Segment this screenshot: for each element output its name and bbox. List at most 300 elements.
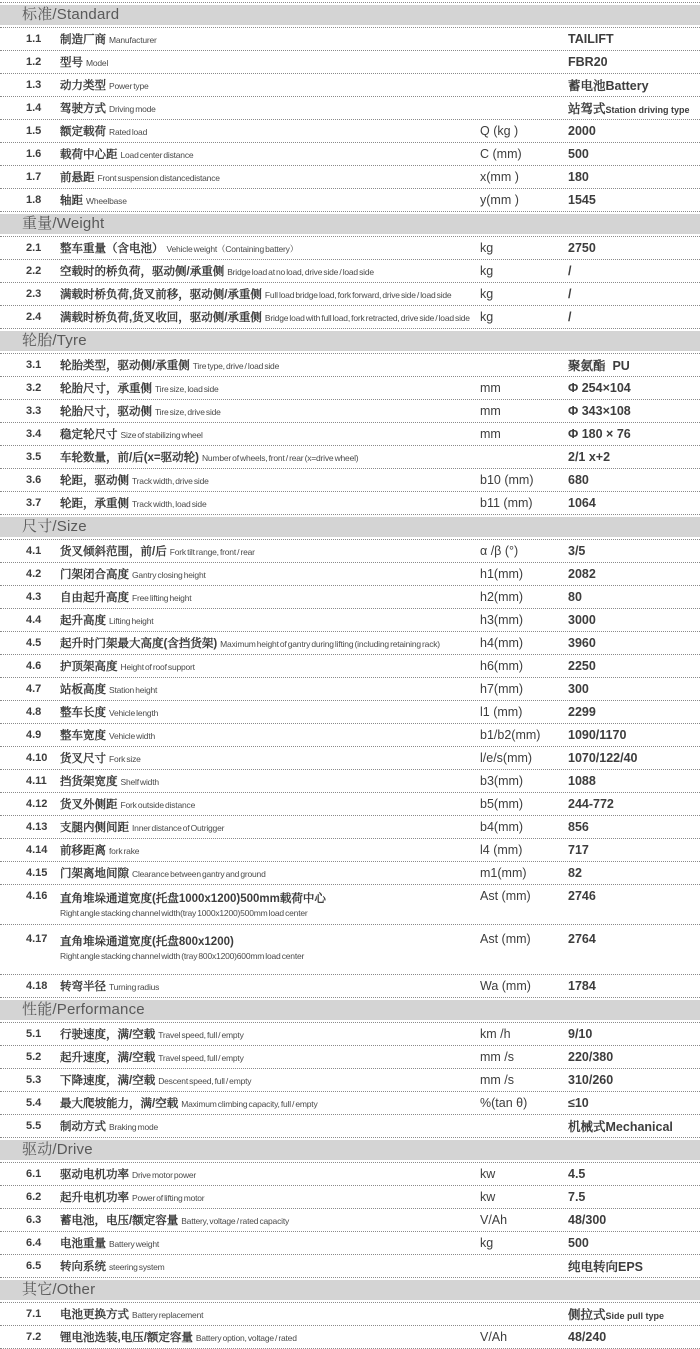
row-value xyxy=(568,1257,700,1275)
row-number: 1.8 xyxy=(26,194,42,206)
row-value-main: 2750 xyxy=(568,241,596,255)
row-label-cn: 轮胎类型，驱动侧/承重侧 xyxy=(60,360,190,372)
row-unit: C (mm) xyxy=(480,147,522,161)
spec-row xyxy=(0,74,700,97)
row-unit: %(tan θ) xyxy=(480,1096,528,1110)
row-unit: m1(mm) xyxy=(480,866,527,880)
row-label-en: Vehicle weight（Containing battery） xyxy=(166,244,299,254)
row-value xyxy=(568,99,700,117)
row-value-main: 80 xyxy=(568,590,582,604)
spec-row xyxy=(0,400,700,423)
row-number: 4.12 xyxy=(26,798,48,810)
row-label xyxy=(60,1048,480,1066)
row-label-cn: 轮胎尺寸，承重侧 xyxy=(60,383,152,395)
row-number: 3.1 xyxy=(26,359,42,371)
row-unit: Ast (mm) xyxy=(480,889,531,903)
spec-row xyxy=(0,377,700,400)
row-label xyxy=(60,53,480,71)
row-label-en: Battery, voltage / rated capacity xyxy=(181,1216,290,1226)
row-unit: V/Ah xyxy=(480,1213,508,1227)
row-label xyxy=(60,448,480,466)
row-number: 2.2 xyxy=(26,265,42,277)
row-value xyxy=(568,241,700,255)
row-value-main: 180 xyxy=(568,170,589,184)
row-unit: h3(mm) xyxy=(480,613,524,627)
row-unit: mm xyxy=(480,381,501,395)
section-header-wrap-weight xyxy=(0,212,700,237)
row-label xyxy=(60,841,480,859)
row-unit: kg xyxy=(480,310,494,324)
row-unit: mm xyxy=(480,404,501,418)
row-number: 5.5 xyxy=(26,1120,42,1132)
row-label-cn: 护顶架高度 xyxy=(60,661,118,673)
row-unit: kg xyxy=(480,1236,494,1250)
row-number: 4.14 xyxy=(26,844,48,856)
row-value-main: 2299 xyxy=(568,705,596,719)
row-label xyxy=(60,680,480,698)
row-label xyxy=(60,308,480,326)
row-value xyxy=(568,170,700,184)
row-label-en: Battery replacement xyxy=(132,1310,204,1320)
row-value xyxy=(568,979,700,993)
row-value-main: 680 xyxy=(568,473,589,487)
row-label-cn: 转弯半径 xyxy=(60,981,106,993)
row-value xyxy=(568,751,700,765)
row-label-en: Tire size, load side xyxy=(155,384,219,394)
row-label xyxy=(60,1257,480,1275)
row-number: 7.2 xyxy=(26,1331,42,1343)
row-label-cn: 锂电池选装,电压/额定容量 xyxy=(60,1332,193,1344)
row-unit: b1/b2(mm) xyxy=(480,728,541,742)
row-number: 2.1 xyxy=(26,242,42,254)
row-value-main: 3960 xyxy=(568,636,596,650)
row-value xyxy=(568,843,700,857)
row-number: 4.8 xyxy=(26,706,42,718)
section-header-tyre: 轮胎/Tyre xyxy=(0,331,700,351)
row-label-en: Battery option, voltage / rated xyxy=(195,1333,297,1343)
row-label-cn: 型号 xyxy=(60,57,83,69)
row-value xyxy=(568,404,700,418)
row-value xyxy=(568,728,700,742)
section-header-standard: 标准/Standard xyxy=(0,5,700,25)
row-unit: Q (kg ) xyxy=(480,124,519,138)
row-label-cn: 起升电机功率 xyxy=(60,1192,129,1204)
row-value-main: 9/10 xyxy=(568,1027,593,1041)
spec-row xyxy=(0,1186,700,1209)
row-label-en: Manufacturer xyxy=(109,35,157,45)
row-unit: l1 (mm) xyxy=(480,705,523,719)
row-value xyxy=(568,496,700,510)
row-label-cn: 下降速度，满/空载 xyxy=(60,1075,156,1087)
row-label-cn: 起升高度 xyxy=(60,615,106,627)
spec-row xyxy=(0,1023,700,1046)
row-label-en: Inner distance of Outrigger xyxy=(132,823,225,833)
spec-row xyxy=(0,1232,700,1255)
row-value xyxy=(568,544,700,558)
row-label-cn: 门架离地间隙 xyxy=(60,868,129,880)
row-number: 4.5 xyxy=(26,637,42,649)
row-label-en: Turning radius xyxy=(109,982,160,992)
row-value-main: 48/240 xyxy=(568,1330,607,1344)
row-value xyxy=(568,55,700,69)
row-value-main: 300 xyxy=(568,682,589,696)
row-label xyxy=(60,402,480,420)
row-number: 2.3 xyxy=(26,288,42,300)
row-unit: x(mm ) xyxy=(480,170,519,184)
row-value xyxy=(568,193,700,207)
row-label xyxy=(60,262,480,280)
row-value-main: 2/1 x+2 xyxy=(568,450,611,464)
row-value-main: FBR20 xyxy=(568,55,608,69)
row-value xyxy=(568,1330,700,1344)
row-label-cn: 轮距，驱动侧 xyxy=(60,475,129,487)
row-unit: km /h xyxy=(480,1027,511,1041)
row-label-en: Gantry closing height xyxy=(132,570,206,580)
spec-row xyxy=(0,816,700,839)
row-label-cn: 自由起升高度 xyxy=(60,592,129,604)
row-label-cn: 满载时桥负荷,货叉前移，驱动侧/承重侧 xyxy=(60,289,262,301)
row-label xyxy=(60,1305,480,1323)
row-label xyxy=(60,1234,480,1252)
spec-row xyxy=(0,492,700,515)
section-header-wrap-performance xyxy=(0,998,700,1023)
row-label xyxy=(60,864,480,882)
row-value xyxy=(568,1117,700,1135)
row-value xyxy=(568,590,700,604)
row-value-main: 3000 xyxy=(568,613,596,627)
spec-row xyxy=(0,1255,700,1278)
row-label-cn: 前移距离 xyxy=(60,845,106,857)
row-value xyxy=(568,1305,700,1323)
row-number: 4.13 xyxy=(26,821,48,833)
section-header-wrap-size xyxy=(0,515,700,540)
row-number: 5.4 xyxy=(26,1097,42,1109)
row-number: 4.11 xyxy=(26,775,47,787)
spec-row xyxy=(0,1303,700,1326)
row-label-en: Fork size xyxy=(109,754,141,764)
row-label-en: Clearance between gantry and ground xyxy=(132,869,266,879)
row-label-cn: 支腿内侧间距 xyxy=(60,822,129,834)
row-value xyxy=(568,820,700,834)
section-header-wrap-standard xyxy=(0,3,700,28)
row-label-en: Track width, drive side xyxy=(132,476,209,486)
spec-row xyxy=(0,885,700,925)
row-label-en: Front suspension distancedistance xyxy=(97,173,220,183)
row-value-main: Φ 180 × 76 xyxy=(568,427,631,441)
spec-row xyxy=(0,143,700,166)
row-label-en: Right angle stacking channel width(tray 1000x1200)500mm load center xyxy=(60,908,308,918)
row-value xyxy=(568,450,700,464)
row-label xyxy=(60,99,480,117)
row-label-cn: 驾驶方式 xyxy=(60,103,106,115)
spec-row xyxy=(0,469,700,492)
row-number: 6.2 xyxy=(26,1191,42,1203)
row-unit: y(mm ) xyxy=(480,193,519,207)
spec-row xyxy=(0,51,700,74)
section-header-drive: 驱动/Drive xyxy=(0,1140,700,1160)
row-unit: b10 (mm) xyxy=(480,473,534,487)
row-label-en: Right angle stacking channel width (tray 800x1200)600mm load center xyxy=(60,951,305,961)
row-number: 1.3 xyxy=(26,79,42,91)
spec-row xyxy=(0,28,700,51)
row-number: 6.4 xyxy=(26,1237,42,1249)
row-label-en: Size of stabilizing wheel xyxy=(120,430,203,440)
row-label xyxy=(60,977,480,995)
row-unit: b11 (mm) xyxy=(480,496,533,510)
row-label-cn: 轮胎尺寸，驱动侧 xyxy=(60,406,152,418)
spec-row xyxy=(0,189,700,212)
row-label-en: Fork tilt range, front / rear xyxy=(169,547,255,557)
row-label-cn: 最大爬坡能力，满/空载 xyxy=(60,1098,179,1110)
row-number: 4.16 xyxy=(26,890,48,902)
spec-row xyxy=(0,446,700,469)
row-label-cn: 空载时的桥负荷，驱动侧/承重侧 xyxy=(60,266,225,278)
row-value xyxy=(568,1190,700,1204)
row-number: 4.18 xyxy=(26,980,48,992)
row-label-en: Model xyxy=(86,58,109,68)
spec-row xyxy=(0,1069,700,1092)
spec-row xyxy=(0,260,700,283)
row-label xyxy=(60,285,480,303)
row-label xyxy=(60,634,480,652)
row-value-main: 1784 xyxy=(568,979,596,993)
spec-row xyxy=(0,1209,700,1232)
row-label-cn: 驱动电机功率 xyxy=(60,1169,129,1181)
row-label xyxy=(60,703,480,721)
row-label-cn: 直角堆垛通道宽度(托盘800x1200) xyxy=(60,936,234,948)
row-value xyxy=(568,659,700,673)
row-value-main: TAILIFT xyxy=(568,32,614,46)
row-label xyxy=(60,588,480,606)
row-label xyxy=(60,1165,480,1183)
row-value xyxy=(568,774,700,788)
spec-sheet xyxy=(0,2,700,1349)
row-value-main: 48/300 xyxy=(568,1213,607,1227)
row-value xyxy=(568,32,700,46)
row-label-en: Tire type, drive / load side xyxy=(192,361,280,371)
spec-row xyxy=(0,793,700,816)
row-label-en: Bridge load with full load, fork retracted, drive side / load side xyxy=(264,313,470,323)
row-value-main: 856 xyxy=(568,820,589,834)
row-value-main: 聚氨酯 PU xyxy=(568,359,630,373)
row-label-en: Height of roof support xyxy=(120,662,195,672)
row-unit: h1(mm) xyxy=(480,567,524,581)
row-number: 4.3 xyxy=(26,591,42,603)
row-number: 6.1 xyxy=(26,1168,42,1180)
row-label-cn: 满载时桥负荷,货叉收回，驱动侧/承重侧 xyxy=(60,312,262,324)
row-value-main: 1070/122/40 xyxy=(568,751,638,765)
row-label xyxy=(60,145,480,163)
spec-table xyxy=(0,3,700,1349)
row-label-cn: 制造厂商 xyxy=(60,34,106,46)
row-value-main: 蓄电池Battery xyxy=(568,79,649,93)
row-unit: mm /s xyxy=(480,1073,515,1087)
row-number: 5.1 xyxy=(26,1028,42,1040)
row-label-en: Power of lifting motor xyxy=(132,1193,205,1203)
row-value xyxy=(568,682,700,696)
row-value xyxy=(568,636,700,650)
row-number: 6.3 xyxy=(26,1214,42,1226)
row-label xyxy=(60,191,480,209)
row-value-main: 侧拉式 xyxy=(568,1308,606,1322)
row-label xyxy=(60,379,480,397)
row-label xyxy=(60,772,480,790)
row-unit: h6(mm) xyxy=(480,659,524,673)
row-value-main: 站驾式 xyxy=(568,102,606,116)
spec-row xyxy=(0,724,700,747)
row-value xyxy=(568,889,700,904)
row-label-en: Shelf width xyxy=(120,777,159,787)
row-label-en: Driving mode xyxy=(109,104,156,114)
spec-row xyxy=(0,678,700,701)
spec-row xyxy=(0,1326,700,1349)
row-label xyxy=(60,1188,480,1206)
row-value xyxy=(568,1050,700,1064)
row-label xyxy=(60,889,480,918)
row-label xyxy=(60,30,480,48)
section-header-wrap-drive xyxy=(0,1138,700,1163)
row-value xyxy=(568,76,700,94)
row-number: 4.6 xyxy=(26,660,42,672)
row-value-main: / xyxy=(568,264,572,278)
row-number: 1.4 xyxy=(26,102,42,114)
row-label-en: Tire size, drive side xyxy=(155,407,221,417)
row-value xyxy=(568,287,700,301)
row-label-cn: 转向系统 xyxy=(60,1261,106,1273)
row-label-en: Full load bridge load, fork forward, drive side / load side xyxy=(264,290,452,300)
row-value xyxy=(568,567,700,581)
row-label-en: Wheelbase xyxy=(86,196,127,206)
row-label-cn: 电池重量 xyxy=(60,1238,106,1250)
row-value-main: 82 xyxy=(568,866,582,880)
row-value xyxy=(568,1167,700,1181)
row-value xyxy=(568,381,700,395)
row-label-cn: 门架闭合高度 xyxy=(60,569,129,581)
row-value xyxy=(568,932,700,947)
row-value xyxy=(568,613,700,627)
row-value-main: 310/260 xyxy=(568,1073,614,1087)
row-label-en: Bridge load at no load, drive side / load side xyxy=(227,267,374,277)
row-value xyxy=(568,866,700,880)
spec-row xyxy=(0,166,700,189)
row-label-cn: 额定载荷 xyxy=(60,126,106,138)
row-number: 1.5 xyxy=(26,125,42,137)
spec-row xyxy=(0,655,700,678)
row-label-en: Vehicle length xyxy=(109,708,159,718)
row-label-en: Station height xyxy=(109,685,158,695)
row-label xyxy=(60,932,480,961)
row-label-cn: 电池更换方式 xyxy=(60,1309,129,1321)
row-label-en: Power type xyxy=(109,81,149,91)
row-unit: l/e/s(mm) xyxy=(480,751,533,765)
spec-row xyxy=(0,354,700,377)
row-number: 4.15 xyxy=(26,867,48,879)
spec-row xyxy=(0,925,700,975)
row-value xyxy=(568,310,700,324)
spec-row xyxy=(0,423,700,446)
row-label-en: steering system xyxy=(109,1262,165,1272)
row-value-main: 7.5 xyxy=(568,1190,586,1204)
row-number: 3.6 xyxy=(26,474,42,486)
row-value xyxy=(568,356,700,374)
row-label xyxy=(60,565,480,583)
row-number: 1.1 xyxy=(26,33,42,45)
row-unit: b3(mm) xyxy=(480,774,524,788)
row-unit: mm /s xyxy=(480,1050,515,1064)
row-unit: kw xyxy=(480,1190,496,1204)
row-label-en: Braking mode xyxy=(109,1122,159,1132)
row-label-cn: 货叉倾斜范围，前/后 xyxy=(60,546,167,558)
row-unit: h2(mm) xyxy=(480,590,524,604)
row-number: 4.2 xyxy=(26,568,42,580)
spec-row xyxy=(0,975,700,998)
row-label xyxy=(60,168,480,186)
spec-row xyxy=(0,563,700,586)
spec-row xyxy=(0,1092,700,1115)
row-value xyxy=(568,147,700,161)
row-value-main: Φ 254×104 xyxy=(568,381,631,395)
row-value-small: Station driving type xyxy=(605,105,690,115)
row-label xyxy=(60,1117,480,1135)
row-number: 2.4 xyxy=(26,311,42,323)
row-label xyxy=(60,356,480,374)
row-label xyxy=(60,494,480,512)
row-label-cn: 车轮数量，前/后(x=驱动轮) xyxy=(60,452,199,464)
row-value xyxy=(568,1027,700,1041)
row-label xyxy=(60,425,480,443)
row-label-cn: 挡货架宽度 xyxy=(60,776,118,788)
row-label-en: fork rake xyxy=(109,846,140,856)
row-number: 3.3 xyxy=(26,405,42,417)
spec-row xyxy=(0,120,700,143)
row-value-main: 1090/1170 xyxy=(568,728,627,742)
row-value-main: 220/380 xyxy=(568,1050,614,1064)
row-label-cn: 起升时门架最大高度(含挡货架) xyxy=(60,638,218,650)
row-label-en: Travel speed, full / empty xyxy=(158,1053,244,1063)
row-number: 7.1 xyxy=(26,1308,42,1320)
row-number: 3.7 xyxy=(26,497,42,509)
spec-row xyxy=(0,1046,700,1069)
row-value-main: 717 xyxy=(568,843,589,857)
row-unit: Wa (mm) xyxy=(480,979,531,993)
row-label-cn: 前悬距 xyxy=(60,172,95,184)
row-value-main: Φ 343×108 xyxy=(568,404,631,418)
spec-row xyxy=(0,701,700,724)
row-label xyxy=(60,657,480,675)
row-unit: kg xyxy=(480,264,494,278)
row-label-cn: 轴距 xyxy=(60,195,83,207)
row-value xyxy=(568,427,700,441)
row-label-cn: 整车长度 xyxy=(60,707,106,719)
row-number: 4.9 xyxy=(26,729,42,741)
row-label xyxy=(60,1071,480,1089)
spec-row xyxy=(0,839,700,862)
row-label-en: Battery weight xyxy=(109,1239,160,1249)
row-label xyxy=(60,471,480,489)
row-number: 5.2 xyxy=(26,1051,42,1063)
row-value xyxy=(568,1236,700,1250)
spec-row xyxy=(0,747,700,770)
row-label-cn: 整车宽度 xyxy=(60,730,106,742)
row-label xyxy=(60,1211,480,1229)
row-label-cn: 直角堆垛通道宽度(托盘1000x1200)500mm载荷中心 xyxy=(60,893,326,905)
row-label-en: Travel speed, full / empty xyxy=(158,1030,244,1040)
row-label xyxy=(60,1094,480,1112)
row-label-cn: 载荷中心距 xyxy=(60,149,118,161)
row-label xyxy=(60,1025,480,1043)
spec-row xyxy=(0,862,700,885)
row-label xyxy=(60,795,480,813)
